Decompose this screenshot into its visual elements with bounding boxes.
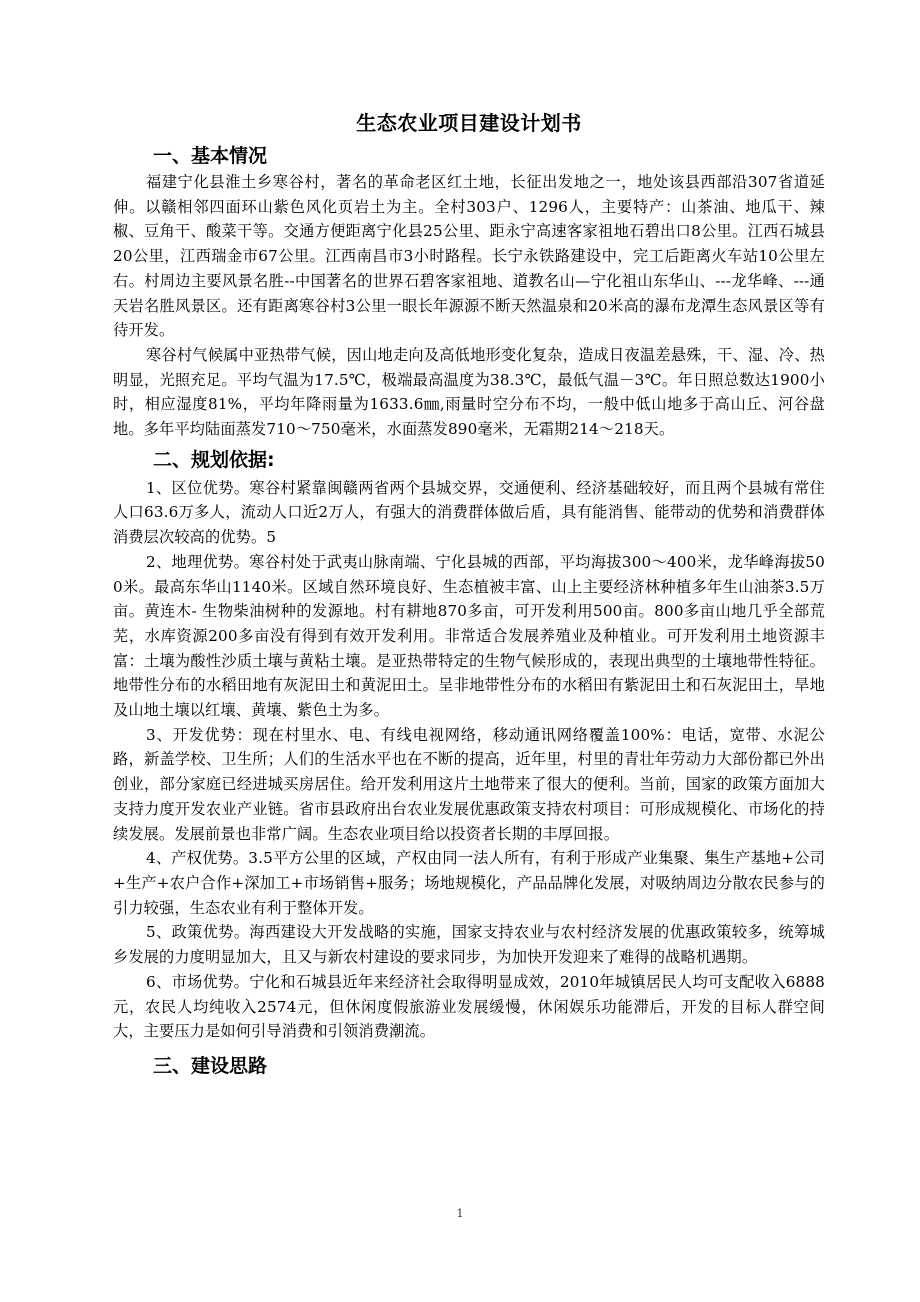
paragraph: 3、开发优势：现在村里水、电、有线电视网络，移动通讯网络覆盖100%：电话，宽带、水泥公路，新盖学校、卫生所；人们的生活水平也在不断的提高，近年里，村里的青壮年劳动力大部份都已外出创业，部分家庭已经进城买房居住。给开发利用这片土地带来了很大的便利。当前，国家的政策方面加大支持力度开发农业产业链。省市县政府出台农业发展优惠政策支持农村项目：可形成规模化、市场化的持续发展。发展前景也非常广阔。生态农业项目给以投资者长期的丰厚回报。 — [113, 725, 825, 843]
paragraph: 寒谷村气候属中亚热带气候，因山地走向及高低地形变化复杂，造成日夜温差悬殊，干、湿、冷、热明显，光照充足。平均气温为17.5℃，极端最高温度为38.3℃，最低气温－3℃。年日照总数达1900小时，相应湿度81%，平均年降雨量为1633.6㎜,雨量时空分布不均，一般中低山地多于高山丘、河谷盘地。多年平均陆面蒸发710～750毫米，水面蒸发890毫米，无霜期214～218天。 — [113, 345, 825, 439]
document-title: 生态农业项目建设计划书 — [356, 111, 582, 135]
section-heading-basic-info: 一、基本情况 — [153, 145, 268, 167]
paragraph: 4、产权优势。3.5平方公里的区域，产权由同一法人所有，有利于形成产业集聚、集生产基地+公司+生产+农户合作+深加工+市场销售+服务；场地规模化，产品品牌化发展，对吸纳周边分散农民参与的引力较强，生态农业有利于整体开发。 — [113, 849, 825, 917]
paragraph: 5、政策优势。海西建设大开发战略的实施，国家支持农业与农村经济发展的优惠政策较多，统筹城乡发展的力度明显加大，且又与新农村建设的要求同步，为加快开发迎来了难得的战略机遇期。 — [113, 923, 825, 967]
page-number: 1 — [456, 1207, 464, 1220]
paragraph: 福建宁化县淮土乡寒谷村，著名的革命老区红土地，长征出发地之一，地处该县西部沿307省道延伸。以赣相邻四面环山紫色风化页岩土为主。全村303户、1296人，主要特产：山茶油、地瓜干、辣椒、豆角干、酸菜干等。交通方便距离宁化县25公里、距永宁高速客家祖地石碧出口8公里。江西石城县20公里，江西瑞金市67公里。江西南昌市3小时路程。长宁永铁路建设中，完工后距离火车站10公里左右。村周边主要风景名胜--中国著名的世界石碧客家祖地、道教名山—宁化祖山东华山、---龙华峰、---通天岩名胜风景区。还有距离寒谷村3公里一眼长年源源不断天然温泉和20米高的瀑布龙潭生态风景区等有待开发。 — [113, 173, 825, 340]
document-body — [113, 104, 825, 1080]
paragraph: 1、区位优势。寒谷村紧靠闽赣两省两个县城交界，交通便利、经济基础较好，而且两个县城有常住人口63.6万多人，流动人口近2万人，有强大的消费群体做后盾，具有能消售、能带动的优势和消费群体消费层次较高的优势。5 — [113, 478, 825, 547]
section-heading-construction-ideas: 三、建设思路 — [153, 1054, 268, 1077]
paragraph: 6、市场优势。宁化和石城县近年来经济社会取得明显成效，2010年城镇居民人均可支配收入6888元，农民人均纯收入2574元，但休闲度假旅游业发展缓慢，休闲娱乐功能滞后，开发的目标人群空间大，主要压力是如何引导消费和引领消费潮流。 — [113, 972, 825, 1041]
section-heading-planning-basis: 二、规划依据: — [153, 448, 275, 471]
paragraph: 2、地理优势。寒谷村处于武夷山脉南端、宁化县城的西部，平均海拔300～400米，龙华峰海拔500米。最高东华山1140米。区域自然环境良好、生态植被丰富、山上主要经济林种植多年生山油茶3.5万亩。黄连木- 生物柴油树种的发源地。村有耕地870多亩，可开发利用500亩。800多亩山地几乎全部荒芜，水库资源200多亩没有得到有效开发利用。非常适合发展养殖业及种植业。可开发利用土地资源丰富：土壤为酸性沙质土壤与黄粘土壤。是亚热带特定的生物气候形成的，表现出典型的土壤地带性特征。地带性分布的水稻田地有灰泥田土和黄泥田土。呈非地带性分布的水稻田有紫泥田土和石灰泥田土，旱地及山地土壤以红壤、黄壤、紫色土为多。 — [113, 552, 825, 720]
